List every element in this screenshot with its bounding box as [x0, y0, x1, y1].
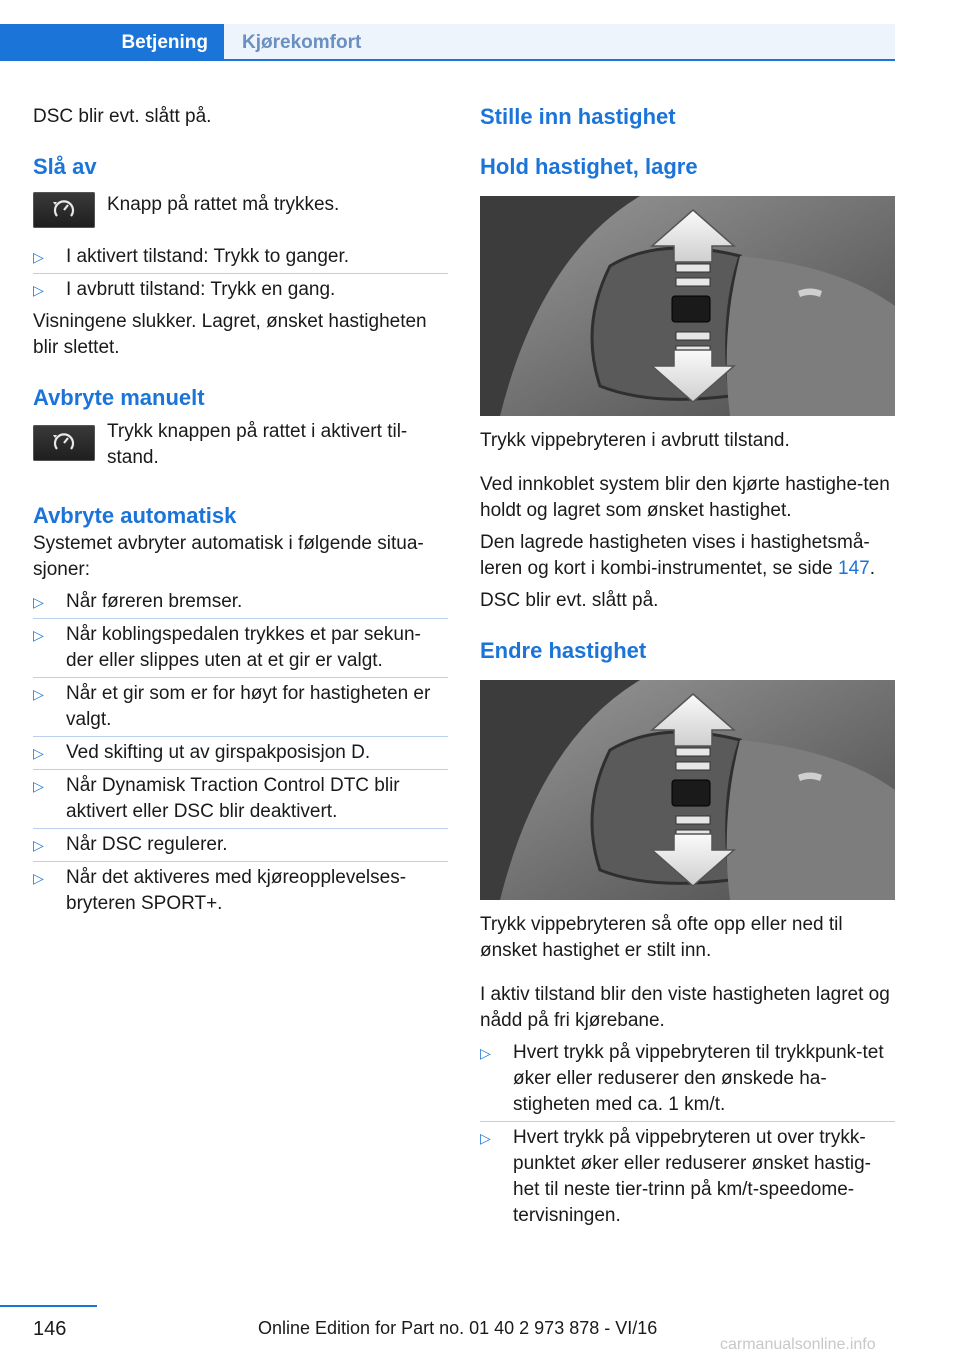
heading-hold-hastighet: Hold hastighet, lagre: [480, 154, 698, 179]
auto-list: [33, 589, 448, 917]
off-button-instruction: Knapp på rattet må trykkes.: [107, 194, 340, 215]
list-item: ▷ Når koblingspedalen trykkes et par sekun-der eller slippes uten at et gir er valgt.: [33, 622, 448, 674]
change-list: [480, 1040, 895, 1229]
hold-text-3: Den lagrede hastigheten vises i hastighetsmå-leren og kort i kombi-instrumentet, se side 147.: [480, 532, 875, 579]
off-note: Visningene slukker. Lagret, ønsket hastigheten blir slettet.: [33, 311, 427, 358]
tab-betjening[interactable]: [0, 24, 224, 61]
watermark: carmanualsonline.info: [720, 1336, 876, 1353]
steering-wheel-photo-hold: [480, 196, 895, 416]
triangle-bullet-icon: ▷: [33, 249, 44, 265]
tab-underline: [224, 59, 895, 61]
chapter-tabs: [0, 24, 895, 61]
divider: [33, 677, 448, 678]
hold-text-4: DSC blir evt. slått på.: [480, 590, 659, 611]
list-item: ▷ I aktivert tilstand: Trykk to ganger.: [33, 244, 448, 270]
list-item: ▷ Når føreren bremser.: [33, 589, 448, 615]
tab-kjorekomfort-label: Kjørekomfort: [242, 32, 362, 53]
divider: [33, 769, 448, 770]
triangle-bullet-icon: ▷: [33, 837, 44, 853]
heading-endre-hastighet: Endre hastighet: [480, 638, 647, 663]
tab-kjorekomfort[interactable]: [224, 24, 895, 61]
tab-betjening-label: Betjening: [121, 32, 208, 53]
heading-avbryte-manuelt: Avbryte manuelt: [33, 385, 205, 410]
change-text-2: I aktiv tilstand blir den viste hastigheten lagret og nådd på fri kjørebane.: [480, 984, 890, 1031]
heading-sla-av: Slå av: [33, 154, 97, 179]
cruise-control-button-icon: [33, 192, 95, 228]
triangle-bullet-icon: ▷: [33, 594, 44, 610]
right-column: [480, 100, 895, 1229]
triangle-bullet-icon: ▷: [33, 870, 44, 886]
triangle-bullet-icon: ▷: [33, 627, 44, 643]
footer-rule: [0, 1305, 97, 1307]
divider: [33, 861, 448, 862]
list-item: ▷ Hvert trykk på vippebryteren ut over trykk-punktet øker eller reduserer ønsket hastig-het til neste tier-trinn på km/t-speedome-tervisningen.: [480, 1127, 871, 1226]
list-item: ▷ Når Dynamisk Traction Control DTC blir aktivert eller DSC blir deaktivert.: [33, 773, 448, 825]
list-item: ▷ Når det aktiveres med kjøreopplevelses-bryteren SPORT+.: [33, 867, 407, 914]
triangle-bullet-icon: ▷: [33, 745, 44, 761]
triangle-bullet-icon: ▷: [33, 282, 44, 298]
left-column: [33, 100, 448, 917]
intro-text: DSC blir evt. slått på.: [33, 106, 212, 127]
list-item: ▷ Ved skifting ut av girspakposisjon D.: [33, 740, 448, 766]
cruise-control-button-icon: [33, 425, 95, 461]
manual-button-instruction: Trykk knappen på rattet i aktivert til-stand.: [107, 421, 408, 468]
cruise-button-row-manual: [33, 419, 448, 485]
divider: [33, 273, 448, 274]
page-link[interactable]: 147: [838, 558, 870, 579]
triangle-bullet-icon: ▷: [33, 778, 44, 794]
auto-intro: Systemet avbryter automatisk i følgende situa-sjoner:: [33, 533, 424, 580]
list-item: ▷ Når et gir som er for høyt for hastigheten er valgt.: [33, 681, 448, 733]
triangle-bullet-icon: ▷: [480, 1045, 491, 1061]
cruise-button-row-off: [33, 192, 448, 240]
off-list: [33, 244, 448, 303]
hold-text-1: Trykk vippebryteren i avbrutt tilstand.: [480, 430, 790, 451]
divider: [33, 736, 448, 737]
triangle-bullet-icon: ▷: [33, 686, 44, 702]
list-item: ▷ I avbrutt tilstand: Trykk en gang.: [33, 277, 448, 303]
page-number: 146: [33, 1318, 67, 1340]
hold-text-2: Ved innkoblet system blir den kjørte hastighe-ten holdt og lagret som ønsket hastighet.: [480, 474, 890, 521]
edition-text: Online Edition for Part no. 01 40 2 973 878 - VI/16: [258, 1318, 658, 1338]
steering-wheel-photo-change: [480, 680, 895, 900]
heading-stille-inn-hastighet: Stille inn hastighet: [480, 104, 676, 129]
triangle-bullet-icon: ▷: [480, 1130, 491, 1146]
divider: [33, 618, 448, 619]
heading-avbryte-automatisk: Avbryte automatisk: [33, 503, 237, 528]
change-text-1: Trykk vippebryteren så ofte opp eller ned til ønsket hastighet er stilt inn.: [480, 914, 843, 961]
list-item: ▷ Hvert trykk på vippebryteren til trykkpunk-tet øker eller reduserer den ønskede ha-stigheten med ca. 1 km/t.: [480, 1040, 895, 1118]
divider: [480, 1121, 895, 1122]
list-item: ▷ Når DSC regulerer.: [33, 832, 448, 858]
divider: [33, 828, 448, 829]
